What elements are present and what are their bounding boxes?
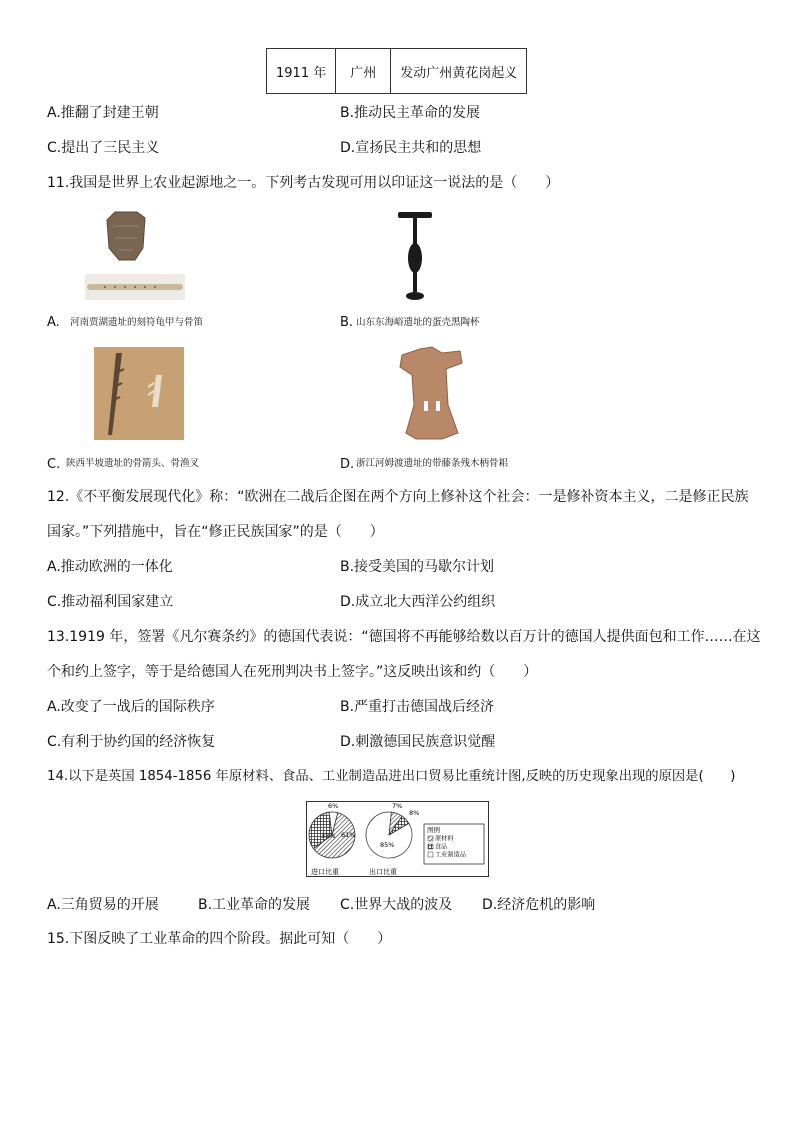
q11-option-c-letter[interactable]: C. [47, 457, 61, 472]
legend-title: 图例 [427, 826, 440, 834]
q11-option-a-caption: 河南贾湖遗址的刻符龟甲与骨笛 [70, 317, 204, 328]
q14-stem: 14.以下是英国 1854-1856 年原材料、食品、工业制造品进出口贸易比重统计图,反映的历史现象出现的原因是( ) [47, 769, 736, 784]
q13-option-a[interactable]: A.改变了一战后的国际秩序 [47, 699, 215, 715]
q10-option-d[interactable]: D.宣扬民主共和的思想 [340, 140, 482, 156]
table-cell-year: 1911 年 [267, 49, 336, 94]
q11-option-b-caption: 山东东海峪遗址的蛋壳黑陶杯 [356, 317, 480, 328]
q11-stem: 11.我国是世界上农业起源地之一。下列考古发现可用以印证这一说法的是（ ） [47, 175, 560, 191]
table-row [267, 49, 527, 94]
legend-swatch-raw [428, 836, 433, 841]
q14-option-a[interactable]: A.三角贸易的开展 [47, 897, 159, 913]
q12-option-c[interactable]: C.推动福利国家建立 [47, 594, 174, 610]
tortoise-shell-bone-flute-image [85, 208, 185, 303]
pie-chart-svg [307, 802, 488, 876]
q10-option-c[interactable]: C.提出了三民主义 [47, 140, 160, 156]
q12-option-a[interactable]: A.推动欧洲的一体化 [47, 559, 173, 575]
pie-export-title: 出口比重 [369, 868, 397, 876]
bone-spade-image [392, 345, 472, 442]
q14-option-b[interactable]: B.工业革命的发展 [198, 897, 311, 913]
legend-swatch-manufactured [428, 852, 433, 857]
q11-option-c-caption: 陕西半坡遗址的骨箭头、骨渔叉 [66, 458, 200, 469]
q14-option-c[interactable]: C.世界大战的波及 [340, 897, 453, 913]
pie-data-label: 7% [392, 802, 403, 810]
q12-option-b[interactable]: B.接受美国的马歇尔计划 [340, 559, 495, 575]
legend-item-food: 食品 [435, 843, 448, 851]
q13-option-d[interactable]: D.刺激德国民族意识觉醒 [340, 734, 496, 750]
legend-item-raw: 原材料 [435, 835, 454, 843]
q11-option-b-letter[interactable]: B. [340, 315, 354, 330]
legend-item-manufactured: 工业制造品 [435, 851, 466, 859]
event-table [266, 48, 527, 94]
pie-data-label: 85% [380, 841, 395, 849]
black-pottery-cup-image [395, 210, 435, 303]
pie-data-label: 33% [321, 832, 336, 840]
table-cell-place: 广州 [336, 49, 391, 94]
pie-data-label: 6% [328, 802, 339, 810]
pie-data-label: 8% [409, 809, 420, 817]
q12-stem-line1: 12.《不平衡发展现代化》称：“欧洲在二战后企图在两个方向上修补这个社会：一是修补资本主义，二是修正民族 [47, 489, 749, 505]
q15-stem: 15.下图反映了工业革命的四个阶段。据此可知（ ） [47, 931, 392, 947]
trade-pie-charts [306, 801, 489, 877]
q11-option-d-caption: 浙江河姆渡遗址的带藤条残木柄骨耜 [356, 458, 509, 469]
bone-arrowhead-harpoon-image [94, 347, 184, 440]
pie-import-title: 进口比重 [311, 868, 339, 876]
q13-option-b[interactable]: B.严重打击德国战后经济 [340, 699, 495, 715]
q13-stem-line1: 13.1919 年，签署《凡尔赛条约》的德国代表说：“德国将不再能够给数以百万计的德国人提供面包和工作……在这 [47, 629, 761, 645]
q11-option-a-letter[interactable]: A. [47, 315, 60, 330]
pie-data-label: 61% [341, 831, 356, 839]
q13-stem-line2: 个和约上签字，等于是给德国人在死刑判决书上签字。”这反映出该和约（ ） [47, 664, 538, 680]
q10-option-b[interactable]: B.推动民主革命的发展 [340, 105, 481, 121]
q11-option-d-letter[interactable]: D. [340, 457, 355, 472]
q10-option-a[interactable]: A.推翻了封建王朝 [47, 105, 159, 121]
q12-option-d[interactable]: D.成立北大西洋公约组织 [340, 594, 496, 610]
q13-option-c[interactable]: C.有利于协约国的经济恢复 [47, 734, 216, 750]
q12-stem-line2: 国家。”下列措施中，旨在“修正民族国家”的是（ ） [47, 524, 384, 540]
legend-swatch-food [428, 844, 433, 849]
q14-option-d[interactable]: D.经济危机的影响 [482, 897, 596, 913]
table-cell-event: 发动广州黄花岗起义 [391, 49, 527, 94]
